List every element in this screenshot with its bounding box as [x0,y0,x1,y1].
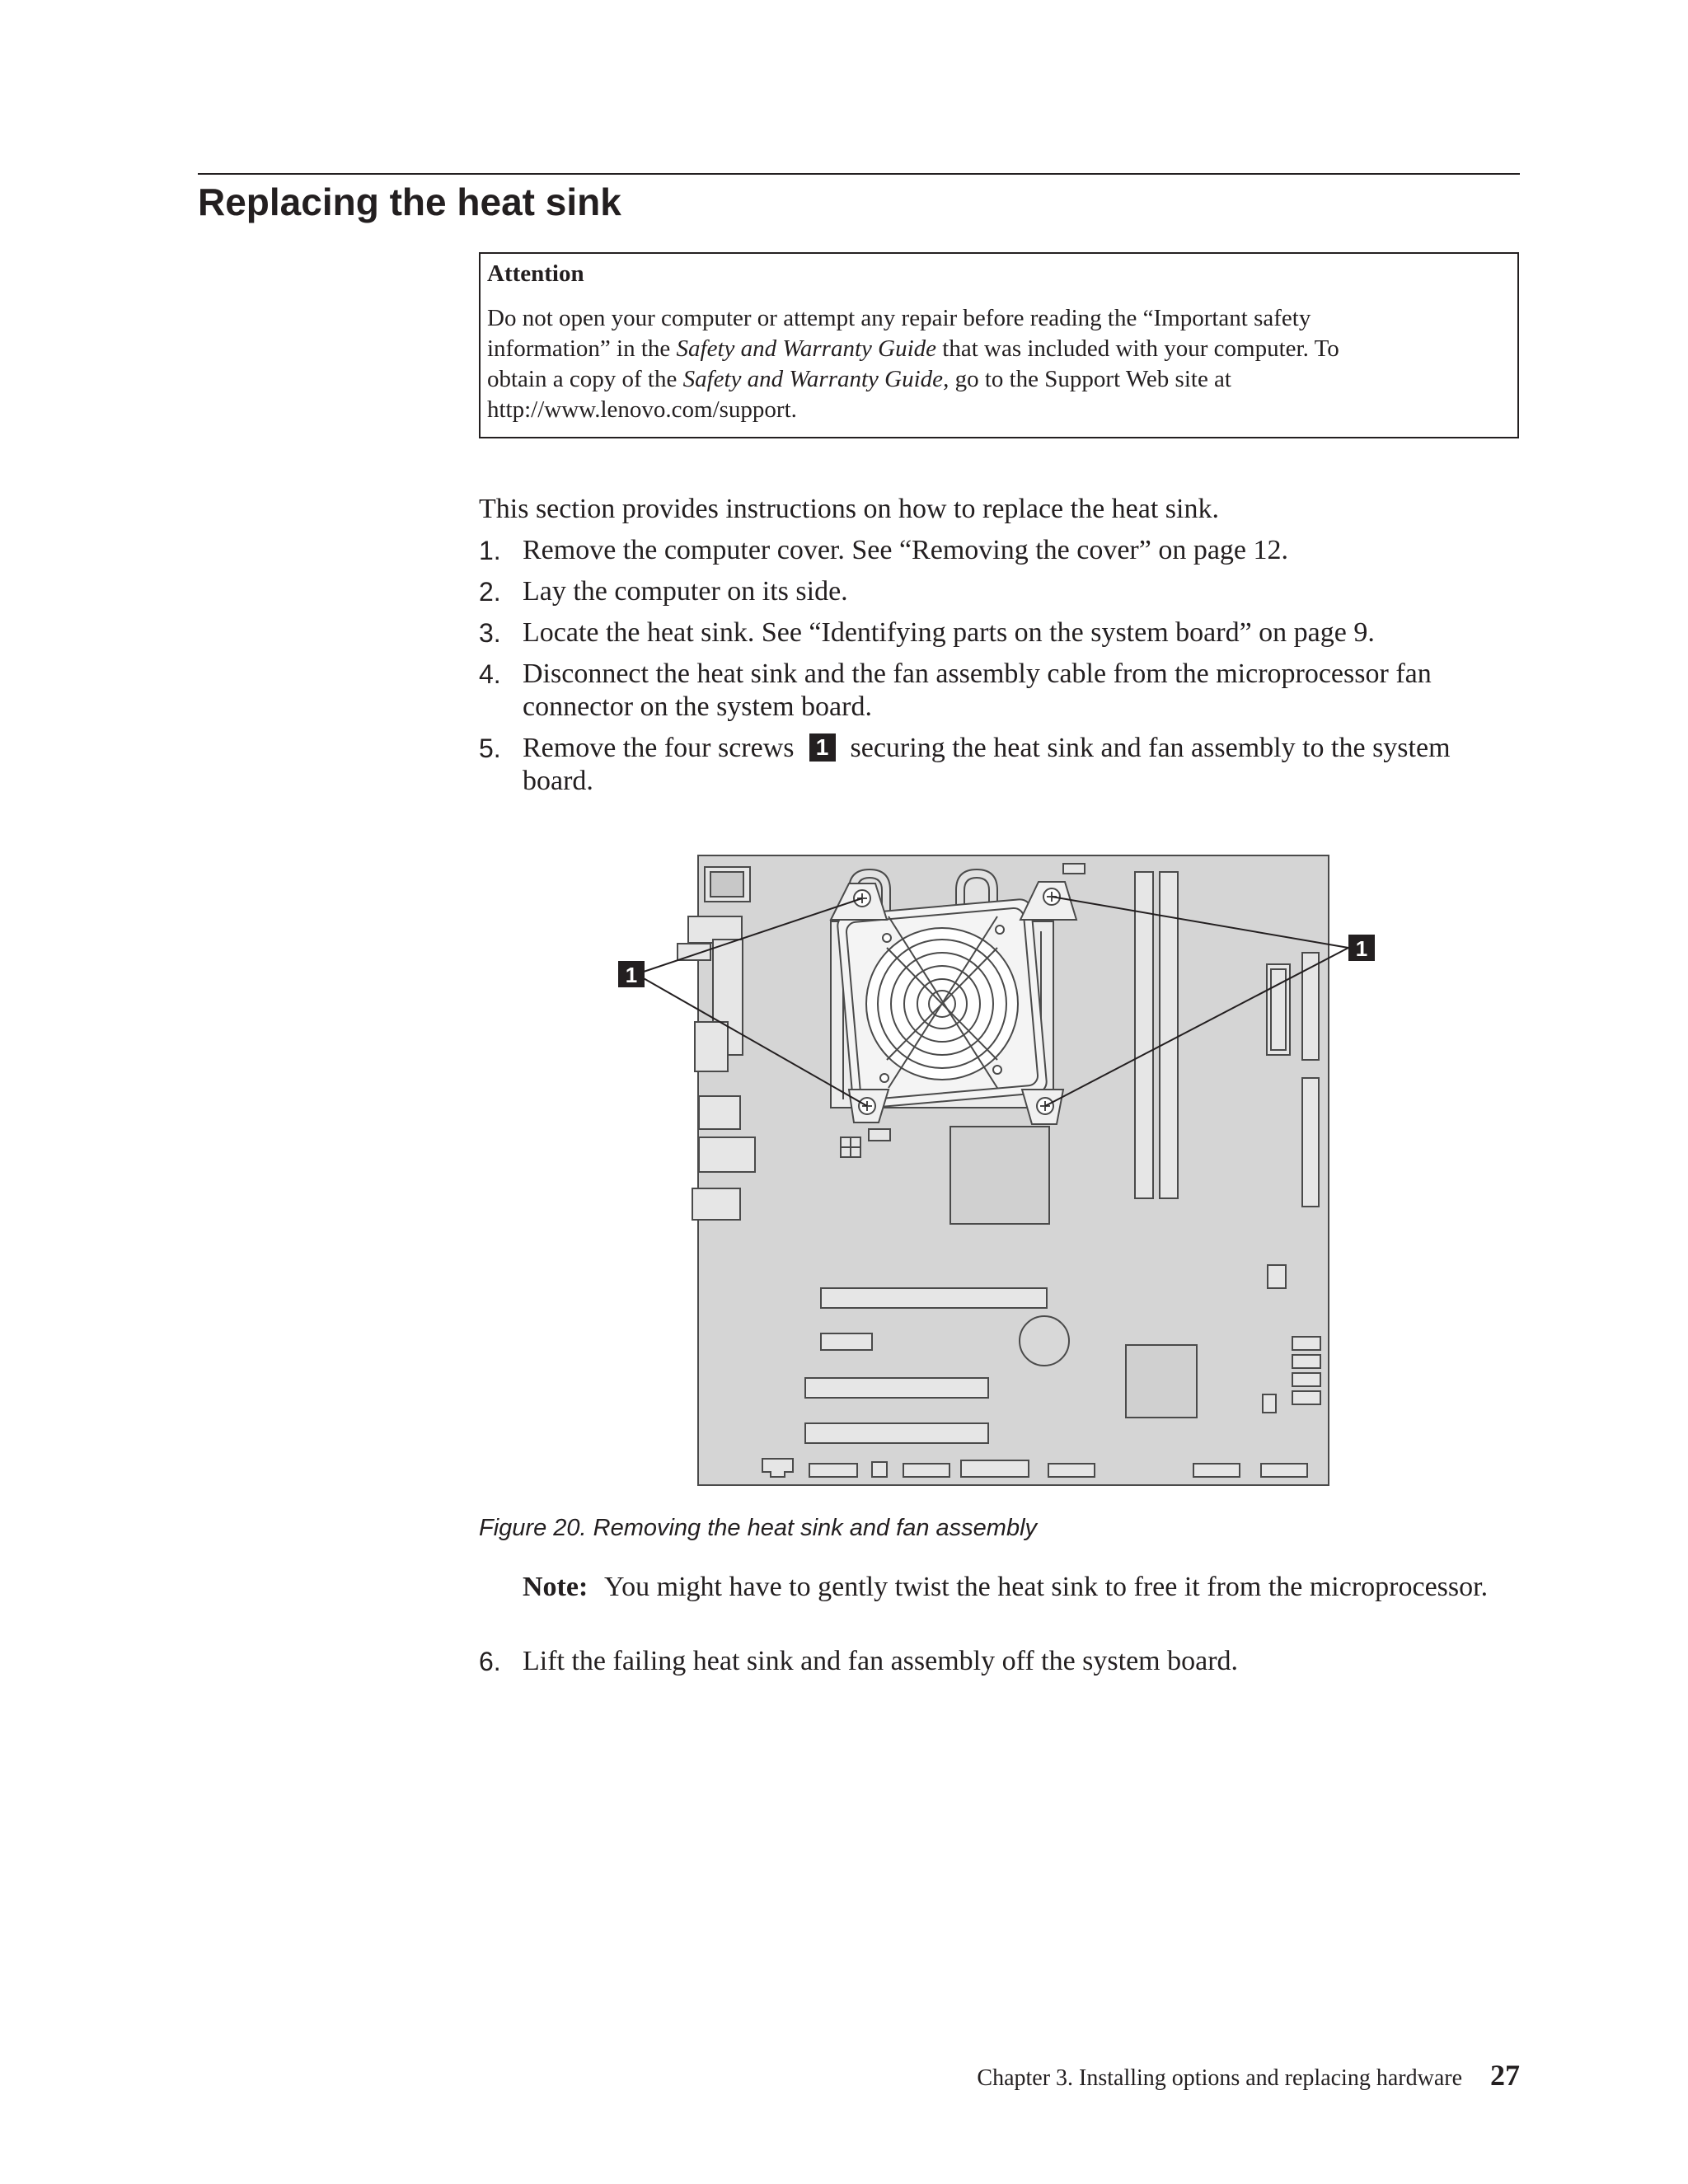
attention-body [487,303,1511,425]
page-footer [977,2057,1520,2097]
attention-title: Attention [487,260,584,287]
step-text [523,732,1519,798]
note [523,1571,1495,1604]
page-number: 27 [1490,2059,1520,2092]
support-url: http://www.lenovo.com/support. [487,396,797,423]
system-board-illustration [610,841,1376,1500]
step-number: 3. [479,618,501,648]
callout-label-right: 1 [1355,936,1368,961]
step-5-text-before: Remove the four screws [523,733,795,763]
chapter-title: Chapter 3. Installing options and replacing hardware [977,2065,1462,2091]
note-label: Note: [523,1572,588,1602]
step-number: 6. [479,1647,501,1676]
step-text: Lay the computer on its side. [523,576,848,607]
step-text: Lift the failing heat sink and fan assembly off the system board. [523,1646,1239,1676]
screw-callout-badge: 1 [809,733,836,762]
step-4 [479,658,1519,724]
step-text: Disconnect the heat sink and the fan assembly cable from the microprocessor fan connector on the system board. [523,658,1432,722]
attention-line3c: , go to the Support Web site at [943,366,1231,392]
step-1 [479,534,1519,567]
figure-caption: Figure 20. Removing the heat sink and fan assembly [479,1515,1038,1541]
callout-label-left: 1 [625,963,638,987]
system-board-figure [610,841,1376,1500]
step-number: 5. [479,733,501,763]
attention-line2a: information” in the [487,335,677,362]
attention-line3a: obtain a copy of the [487,366,683,392]
guide-title-italic-2: Safety and Warranty Guide [682,366,944,392]
attention-box [479,252,1519,438]
step-2 [479,575,1519,608]
intro-paragraph: This section provides instructions on how to replace the heat sink. [479,494,1219,524]
note-text: You might have to gently twist the heat sink to free it from the microprocessor. [604,1572,1489,1602]
guide-title-italic: Safety and Warranty Guide [676,335,937,362]
step-5 [479,732,1519,798]
step-text: Remove the computer cover. See “Removing the cover” on page 12. [523,535,1289,565]
step-text: Locate the heat sink. See “Identifying parts on the system board” on page 9. [523,617,1375,648]
attention-line1: Do not open your computer or attempt any repair before reading the “Important safety [487,305,1311,331]
step-5-text-after: securing the heat sink and fan assembly to the system board. [523,733,1451,796]
step-number: 4. [479,659,501,689]
attention-line2c: that was included with your computer. To [936,335,1339,362]
step-3 [479,616,1519,649]
step-number: 1. [479,536,501,565]
step-number: 2. [479,577,501,607]
page-heading: Replacing the heat sink [198,180,621,223]
step-6 [479,1645,1519,1678]
